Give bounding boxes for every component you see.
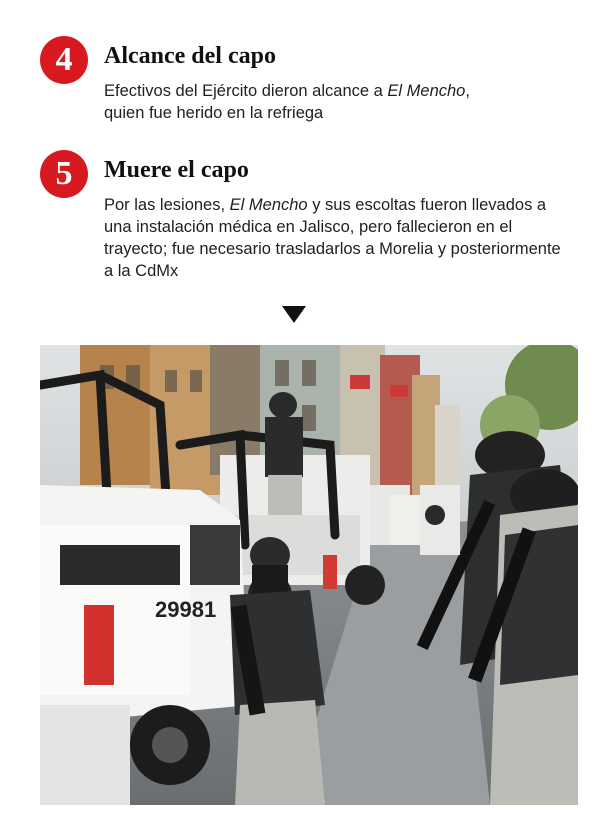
- body-italic-name: El Mencho: [387, 82, 466, 100]
- street-scene-illustration: [40, 345, 578, 805]
- step-description: [104, 80, 574, 124]
- body-text: Efectivos del Ejército dieron alcance a: [104, 82, 388, 100]
- body-text: , quien fue herido en la refriega: [104, 82, 470, 122]
- news-photo: [40, 345, 578, 805]
- truck-number: 29981: [155, 597, 217, 622]
- down-triangle-icon: [282, 306, 306, 323]
- step-title: Muere el capo: [104, 157, 249, 183]
- step-description: [104, 194, 574, 282]
- step-title: Alcance del capo: [104, 43, 276, 69]
- step-number-badge: 5: [40, 150, 88, 198]
- body-text: Por las lesiones,: [104, 196, 230, 214]
- step-number-badge: 4: [40, 36, 88, 84]
- body-italic-name: El Mencho: [229, 196, 308, 214]
- body-text: y sus escoltas fueron llevados a una instalación médica en Jalisco, pero fallecieron en el trayecto; fue necesario trasladarlos a Morelia y posteriormente a la CdMx: [104, 196, 561, 280]
